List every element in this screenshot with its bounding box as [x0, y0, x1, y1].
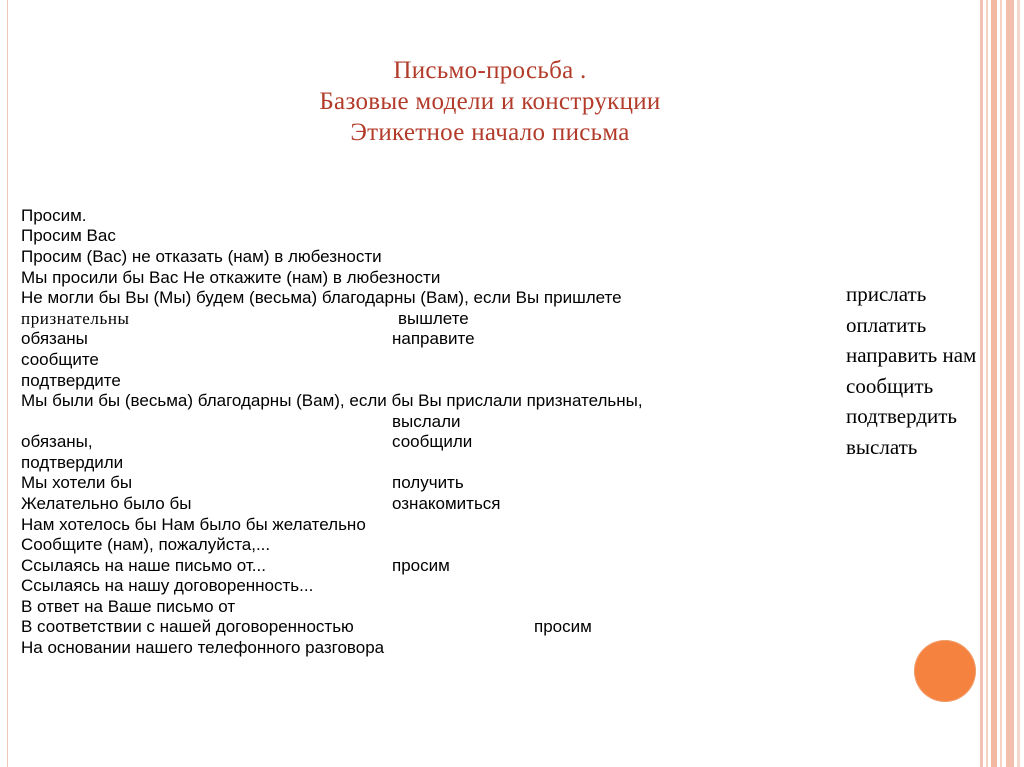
body-line-column-b: вышлете [398, 309, 469, 328]
verb-item: прислать [846, 282, 927, 306]
slide-frame-right-stripes [976, 0, 1024, 767]
title-line-1: Письмо-просьба . [393, 57, 587, 84]
body-line: Ссылаясь на нашу договоренность... [21, 576, 314, 595]
slide-frame-left-line [7, 0, 8, 767]
body-line: Сообщите (нам), пожалуйста,... [21, 535, 271, 554]
body-line: сообщите [21, 350, 99, 369]
body-line: обязаны [21, 329, 88, 348]
body-line: Просим. [21, 206, 87, 225]
title-line-3: Этикетное начало письма [350, 119, 630, 146]
body-line: подтвердите [21, 371, 121, 390]
decorative-circle [914, 640, 976, 702]
body-line-column-b: получить [392, 473, 464, 492]
title-line-2: Базовые модели и конструкции [319, 88, 661, 115]
body-line-column-b: выслали [392, 412, 461, 431]
body-line: Желательно было бы [21, 494, 192, 513]
body-line: Просим (Вас) не отказать (нам) в любезности [21, 247, 382, 266]
verb-item: сообщить [846, 374, 934, 398]
body-line-column-c: просим [534, 617, 592, 636]
body-line: обязаны, [21, 432, 93, 451]
body-line-column-b: направите [392, 329, 475, 348]
body-line: подтвердили [21, 453, 124, 472]
body-line: Мы хотели бы [21, 473, 133, 492]
body-line: В соответствии с нашей договоренностью [21, 617, 354, 636]
body-line: Просим Вас [21, 226, 116, 245]
body-line: Ссылаясь на наше письмо от... [21, 556, 266, 575]
body-line: признательны [21, 309, 130, 328]
verb-item: выслать [846, 435, 918, 459]
body-line: Мы просили бы Вас Не откажите (нам) в любезности [21, 268, 441, 287]
body-line-column-b: ознакомиться [392, 494, 501, 513]
body-line: Мы были бы (весьма) благодарны (Вам), если бы Вы прислали признательны, [21, 391, 643, 410]
body-line: В ответ на Ваше письмо от [21, 597, 236, 616]
body-line-column-b: сообщили [392, 432, 473, 451]
verb-item: оплатить [846, 313, 927, 337]
slide-title [160, 55, 820, 148]
body-line: Нам хотелось бы Нам было бы желательно [21, 515, 366, 534]
body-line: Не могли бы Вы (Мы) будем (весьма) благодарны (Вам), если Вы пришлете [21, 288, 622, 307]
body-line-column-b: просим [392, 556, 450, 575]
body-line: На основании нашего телефонного разговора [21, 638, 385, 657]
verb-item: направить нам [846, 343, 977, 367]
verb-item: подтвердить [846, 404, 958, 428]
